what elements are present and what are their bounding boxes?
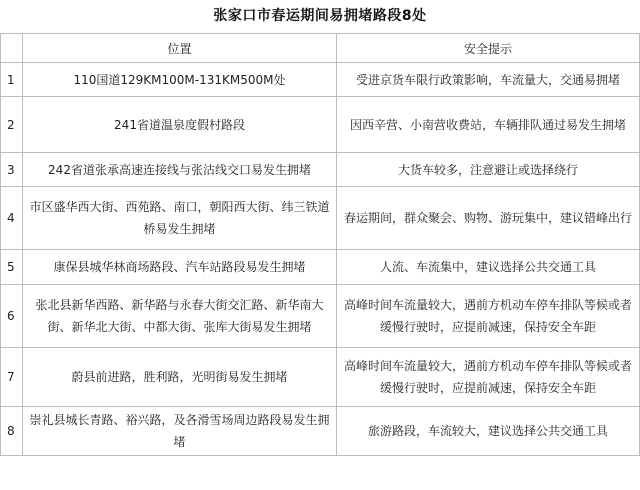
congestion-table (0, 33, 640, 456)
row-number: 7 (1, 348, 23, 407)
table-row (1, 187, 640, 250)
table-row (1, 153, 640, 187)
row-location: 张北县新华西路、新华路与永春大街交汇路、新华南大街、新华北大街、中都大街、张库大街易发生拥堵 (23, 285, 337, 348)
row-tip: 大货车较多，注意避让或选择绕行 (337, 153, 640, 187)
row-number: 8 (1, 407, 23, 456)
row-number: 4 (1, 187, 23, 250)
row-number: 1 (1, 63, 23, 97)
row-location: 崇礼县城长青路、裕兴路，及各滑雪场周边路段易发生拥堵 (23, 407, 337, 456)
header-num (1, 34, 23, 63)
table-row (1, 250, 640, 285)
row-location: 蔚县前进路，胜利路，光明街易发生拥堵 (23, 348, 337, 407)
row-number: 6 (1, 285, 23, 348)
row-location: 241省道温泉度假村路段 (23, 97, 337, 153)
row-location: 康保县城华林商场路段、汽车站路段易发生拥堵 (23, 250, 337, 285)
row-location: 110国道129KM100M-131KM500M处 (23, 63, 337, 97)
row-number: 2 (1, 97, 23, 153)
header-tip: 安全提示 (337, 34, 640, 63)
row-tip: 旅游路段，车流较大，建议选择公共交通工具 (337, 407, 640, 456)
table-title: 张家口市春运期间易拥堵路段8处 (213, 8, 427, 24)
table-row (1, 348, 640, 407)
row-tip: 人流、车流集中，建议选择公共交通工具 (337, 250, 640, 285)
table-row (1, 63, 640, 97)
row-tip: 春运期间，群众聚会、购物、游玩集中，建议错峰出行 (337, 187, 640, 250)
table-row (1, 285, 640, 348)
row-tip: 受进京货车限行政策影响，车流量大，交通易拥堵 (337, 63, 640, 97)
row-tip: 高峰时间车流量较大，遇前方机动车停车排队等候或者缓慢行驶时，应提前减速，保持安全车距 (337, 348, 640, 407)
row-location: 242省道张承高速连接线与张沽线交口易发生拥堵 (23, 153, 337, 187)
row-tip: 因西辛营、小南营收费站，车辆排队通过易发生拥堵 (337, 97, 640, 153)
row-tip: 高峰时间车流量较大，遇前方机动车停车排队等候或者缓慢行驶时，应提前减速，保持安全车距 (337, 285, 640, 348)
header-location: 位置 (23, 34, 337, 63)
row-number: 3 (1, 153, 23, 187)
row-location: 市区盛华西大街、西苑路、南口，朝阳西大街、纬三铁道桥易发生拥堵 (23, 187, 337, 250)
table-row (1, 97, 640, 153)
row-number: 5 (1, 250, 23, 285)
table-row (1, 407, 640, 456)
table-header-row (1, 34, 640, 63)
